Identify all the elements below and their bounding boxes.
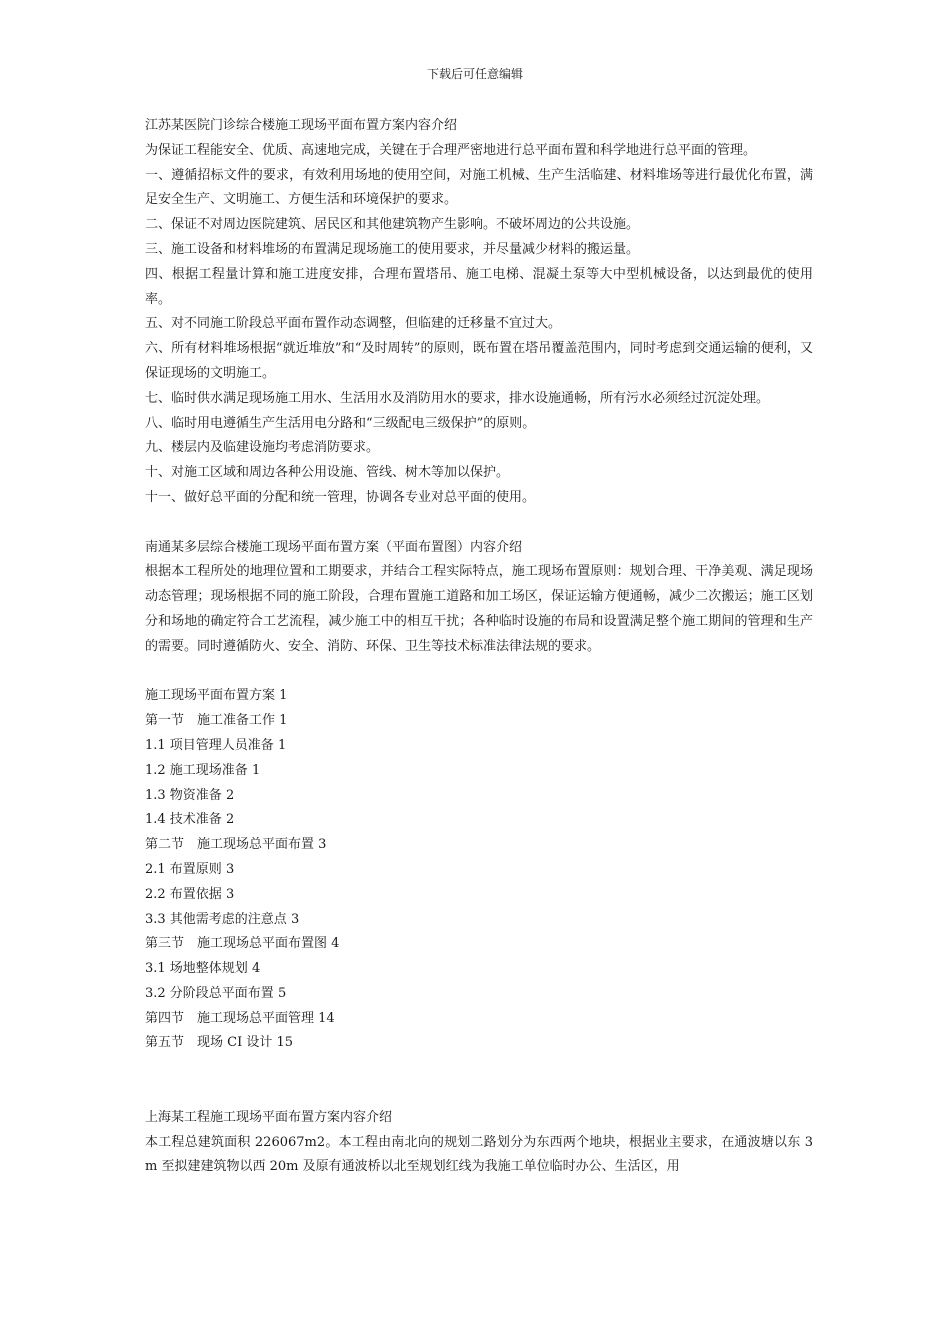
toc-item: 2.2 布置依据 3 bbox=[145, 886, 235, 902]
spacer bbox=[145, 1056, 813, 1106]
section1-item: 一、遵循招标文件的要求，有效利用场地的使用空间，对施工机械、生产生活临建、材料堆场等进行最优化布置，满足安全生产、文明施工、方便生活和环境保护的要求。 bbox=[145, 167, 813, 208]
toc-item: 1.3 物资准备 2 bbox=[145, 787, 235, 803]
toc-item: 3.3 其他需考虑的注意点 3 bbox=[145, 911, 300, 927]
toc-item: 第四节 施工现场总平面管理 14 bbox=[145, 1010, 335, 1026]
toc-item: 1.2 施工现场准备 1 bbox=[145, 762, 261, 778]
toc-item: 3.1 场地整体规划 4 bbox=[145, 961, 261, 977]
section1-item: 八、临时用电遵循生产生活用电分路和“三级配电三级保护”的原则。 bbox=[145, 415, 536, 431]
section1-intro: 为保证工程能安全、优质、高速地完成，关键在于合理严密地进行总平面布置和科学地进行总平面的管理。 bbox=[145, 142, 757, 158]
toc-item: 1.1 项目管理人员准备 1 bbox=[145, 737, 287, 753]
toc-item: 第五节 现场 CI 设计 15 bbox=[145, 1035, 294, 1051]
section1-title: 江苏某医院门诊综合楼施工现场平面布置方案内容介绍 bbox=[145, 118, 458, 133]
toc-item: 3.2 分阶段总平面布置 5 bbox=[145, 985, 287, 1001]
section1-item: 十一、做好总平面的分配和统一管理，协调各专业对总平面的使用。 bbox=[145, 489, 536, 505]
toc-item: 2.1 布置原则 3 bbox=[145, 861, 235, 877]
section1-item: 五、对不同施工阶段总平面布置作动态调整，但临建的迁移量不宜过大。 bbox=[145, 316, 562, 332]
section1-item: 四、根据工程量计算和施工进度安排，合理布置塔吊、施工电梯、混凝土泵等大中型机械设备，以达到最优的使用率。 bbox=[145, 266, 813, 307]
spacer bbox=[145, 511, 813, 536]
section3-body: 本工程总建筑面积 226067m2。本工程由南北向的规划二路划分为东西两个地块，根据业主要求，在通波塘以东 3m 至拟建建筑物以西 20m 及原有通波桥以北至规划红线为我施工单位临时办公、生活区，用 bbox=[145, 1134, 813, 1175]
section1-item: 七、临时供水满足现场施工用水、生活用水及消防用水的要求，排水设施通畅，所有污水必须经过沉淀处理。 bbox=[145, 390, 770, 406]
section1-item: 九、楼层内及临建设施均考虑消防要求。 bbox=[145, 440, 380, 456]
section1-item: 六、所有材料堆场根据“就近堆放”和“及时周转”的原则，既布置在塔吊覆盖范围内，同时考虑到交通运输的便利，又保证现场的文明施工。 bbox=[145, 341, 813, 381]
spacer bbox=[145, 660, 813, 685]
section1-item: 二、保证不对周边医院建筑、居民区和其他建筑物产生影响。不破坏周边的公共设施。 bbox=[145, 217, 640, 233]
toc-item: 1.4 技术准备 2 bbox=[145, 812, 235, 828]
section2-body: 根据本工程所处的地理位置和工期要求，并结合工程实际特点，施工现场布置原则：规划合理、干净美观、满足现场动态管理；现场根据不同的施工阶段，合理布置施工道路和加工场区，保证运输方便通畅，减少二次搬运；施工区划分和场地的确定符合工艺流程，减少施工中的相互干扰；各种临时设施的布局和设置满足整个施工期间的管理和生产的需要。同时遵循防火、安全、消防、环保、卫生等技术标准法律法规的要求。 bbox=[145, 564, 813, 654]
toc-item: 第一节 施工准备工作 1 bbox=[145, 713, 288, 729]
page-header: 下载后可任意编辑 bbox=[426, 67, 523, 81]
section3-title: 上海某工程施工现场平面布置方案内容介绍 bbox=[145, 1109, 393, 1125]
toc-item: 第二节 施工现场总平面布置 3 bbox=[145, 837, 327, 853]
section1-item: 三、施工设备和材料堆场的布置满足现场施工的使用要求，并尽量减少材料的搬运量。 bbox=[145, 241, 640, 257]
toc-item: 施工现场平面布置方案 1 bbox=[145, 688, 288, 704]
section2-title: 南通某多层综合楼施工现场平面布置方案（平面布置图）内容介绍 bbox=[145, 539, 523, 555]
toc-item: 第三节 施工现场总平面布置图 4 bbox=[145, 936, 340, 952]
document-body bbox=[145, 114, 813, 1180]
section1-item: 十、对施工区域和周边各种公用设施、管线、树木等加以保护。 bbox=[145, 465, 510, 481]
